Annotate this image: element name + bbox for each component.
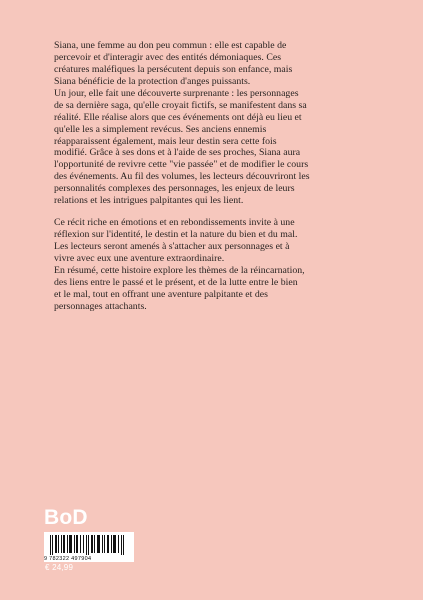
book-description <box>54 40 372 313</box>
isbn-barcode <box>44 532 134 562</box>
description-paragraph-1: Siana, une femme au don peu commun : elle est capable de percevoir et d'interagir avec des entités démoniaques. Ces créatures maléfiques la persécutent depuis son enfance, mais Siana bénéficie de la protection d'anges puissants. Un jour, elle fait une découverte surprenante : les personnages de sa dernière saga, qu'elle croyait fictifs, se manifestent dans sa réalité. Elle réalise alors que ces événements ont déjà eu lieu et qu'elle les a simplement revécus. Ses anciens ennemis réapparaissent également, mais leur destin sera cette fois modifié. Grâce à ses dons et à l'aide de ses proches, Siana aura l'opportunité de revivre cette "vie passée" et de modifier le cours des événements. Au fil des volumes, les lecteurs découvriront les personnalités complexes des personnages, les enjeux de leurs relations et les intrigues palpitantes qui les lient. <box>54 40 310 207</box>
publisher-block <box>44 506 184 574</box>
publisher-logo: BoD <box>44 506 88 529</box>
description-paragraph-2: Ce récit riche en émotions et en rebondissements invite à une réflexion sur l'identité, le destin et la nature du bien et du mal. Les lecteurs seront amenés à s'attacher aux personnages et à vivre avec eux une aventure extraordinaire. En résumé, cette histoire explore les thèmes de la réincarnation, des liens entre le passé et le présent, et de la lutte entre le bien et le mal, tout en offrant une aventure palpitante et des personnages attachants. <box>54 217 305 312</box>
barcode-digits: 9 782322 497904 <box>44 556 92 562</box>
price-label: € 24,99 <box>45 563 74 572</box>
